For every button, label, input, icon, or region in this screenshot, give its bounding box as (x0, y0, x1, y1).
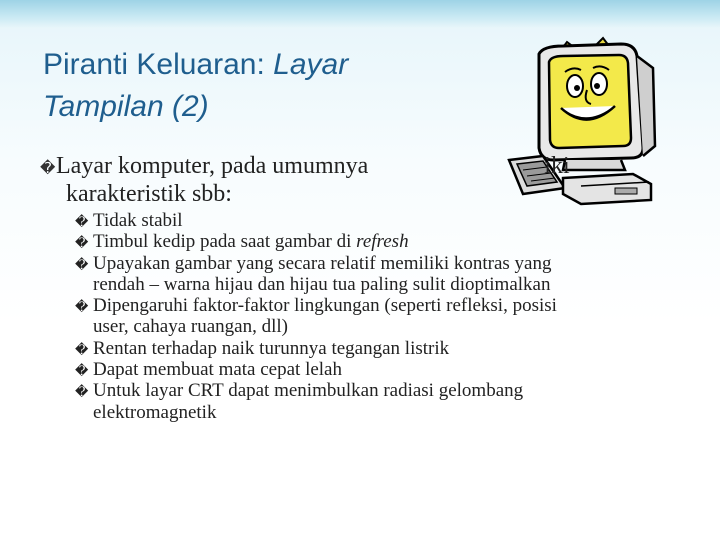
list-item-text: Dapat membuat mata cepat lelah (93, 359, 342, 381)
top-decoration-band (0, 0, 720, 28)
title-main-text: Piranti Keluaran: (43, 48, 265, 81)
list-item-text-plain: Timbul kedip pada saat gambar di (93, 231, 352, 253)
list-item (75, 338, 685, 359)
title-line-1 (43, 44, 483, 86)
square-bullet-icon: � (75, 384, 89, 400)
list-item-text (93, 231, 685, 252)
list-item (75, 295, 685, 338)
list-item (75, 359, 685, 380)
list-item (75, 231, 685, 252)
square-bullet-icon: � (75, 214, 89, 229)
list-item-text-line-2: rendah – warna hijau dan hijau tua paling sulit dioptimalkan (93, 273, 551, 295)
list-item-text: Tidak stabil (93, 210, 183, 231)
square-bullet-icon: � (75, 235, 89, 251)
square-bullet-icon: � (75, 299, 89, 315)
list-item-text-line-2: user, cahaya ruangan, dll) (93, 316, 288, 338)
lead-line-1 (40, 153, 680, 181)
slide-title (43, 44, 483, 128)
characteristics-list (75, 210, 685, 423)
list-item (75, 380, 685, 423)
square-bullet-icon: � (75, 363, 89, 379)
lead-text-1-end: iki (544, 153, 570, 179)
list-item (75, 210, 685, 231)
list-item-text-line-1: Upayakan gambar yang secara relatif memiliki kontras yang (93, 252, 552, 274)
list-item-text: Rentan terhadap naik turunnya tegangan listrik (93, 337, 450, 359)
square-bullet-icon: � (40, 159, 56, 177)
list-item-text-line-1: Untuk layar CRT dapat menimbulkan radiasi gelombang (93, 380, 524, 402)
list-item-text-line-1: Dipengaruhi faktor-faktor lingkungan (seperti refleksi, posisi (93, 295, 557, 317)
square-bullet-icon: � (75, 256, 89, 272)
list-item-text-line-2: elektromagnetik (93, 401, 217, 423)
list-item (75, 253, 685, 296)
title-italic-text: Layar (273, 48, 349, 81)
list-item-text-italic: refresh (356, 231, 409, 253)
lead-line-2: karakteristik sbb: (66, 181, 232, 207)
lead-paragraph (40, 153, 680, 207)
title-line-2: Tampilan (2) (43, 90, 209, 123)
lead-text-1: Layar komputer, pada umumnya (56, 153, 369, 179)
square-bullet-icon: � (75, 341, 89, 357)
